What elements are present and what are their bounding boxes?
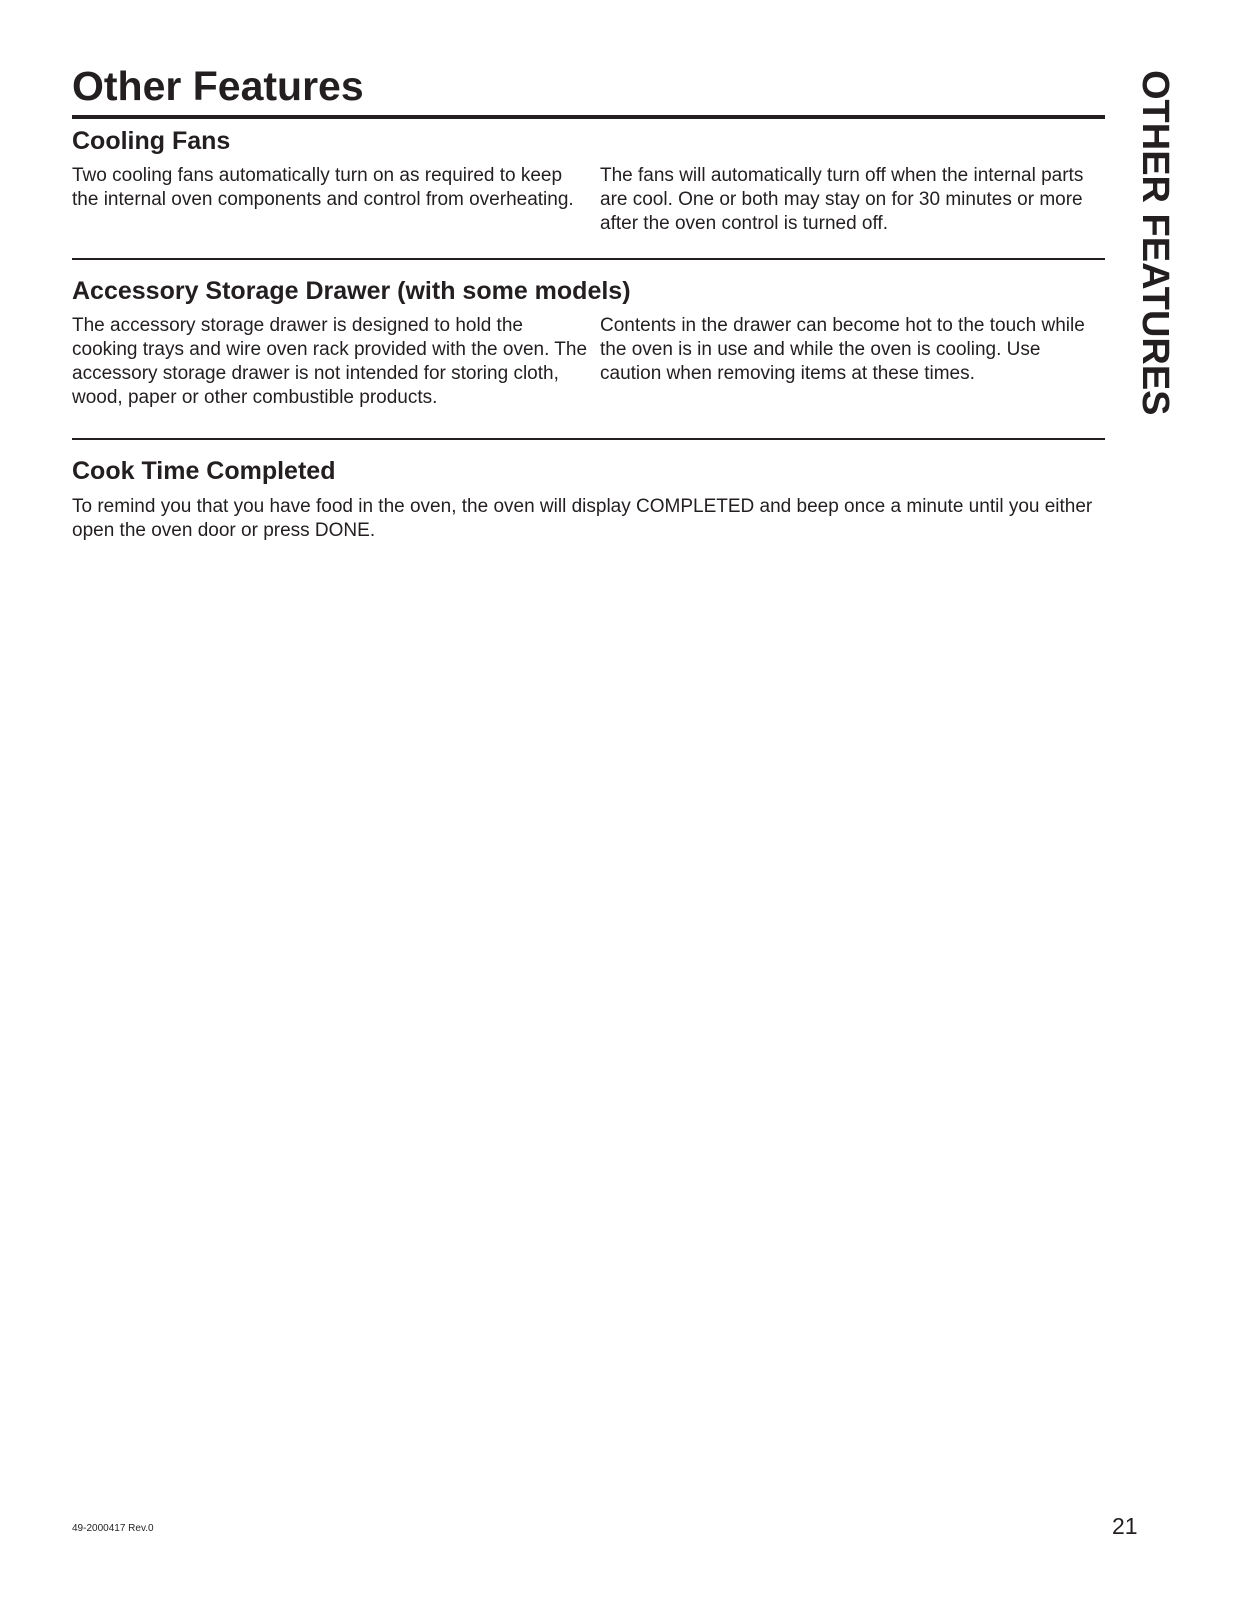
section-divider — [72, 258, 1105, 260]
cook-time-completed-text: To remind you that you have food in the oven, the oven will display COMPLETED and beep once a minute until you either open the oven door or press DONE. — [72, 496, 1093, 541]
page-number: 21 — [1112, 1513, 1138, 1539]
cooling-fans-text-left: Two cooling fans automatically turn on as required to keep the internal oven components and control from overheating. — [72, 165, 574, 210]
section-heading-cook-time-completed: Cook Time Completed — [72, 457, 336, 485]
title-divider — [72, 115, 1105, 119]
section-heading-cooling-fans: Cooling Fans — [72, 127, 231, 155]
section-divider — [72, 438, 1105, 440]
section-heading-accessory-drawer: Accessory Storage Drawer (with some models) — [72, 277, 631, 305]
page-title: Other Features — [72, 63, 364, 109]
cooling-fans-text-right: The fans will automatically turn off when the internal parts are cool. One or both may stay on for 30 minutes or more after the oven control is turned off. — [600, 165, 1084, 234]
document-number: 49-2000417 Rev.0 — [72, 1523, 154, 1534]
accessory-drawer-text-right: Contents in the drawer can become hot to the touch while the oven is in use and while the oven is cooling. Use caution when removing items at these times. — [600, 315, 1085, 384]
accessory-drawer-text-left: The accessory storage drawer is designed to hold the cooking trays and wire oven rack provided with the oven. The accessory storage drawer is not intended for storing cloth, wood, paper or other combustible products. — [72, 315, 588, 408]
side-tab-label: OTHER FEATURES — [1134, 70, 1176, 416]
